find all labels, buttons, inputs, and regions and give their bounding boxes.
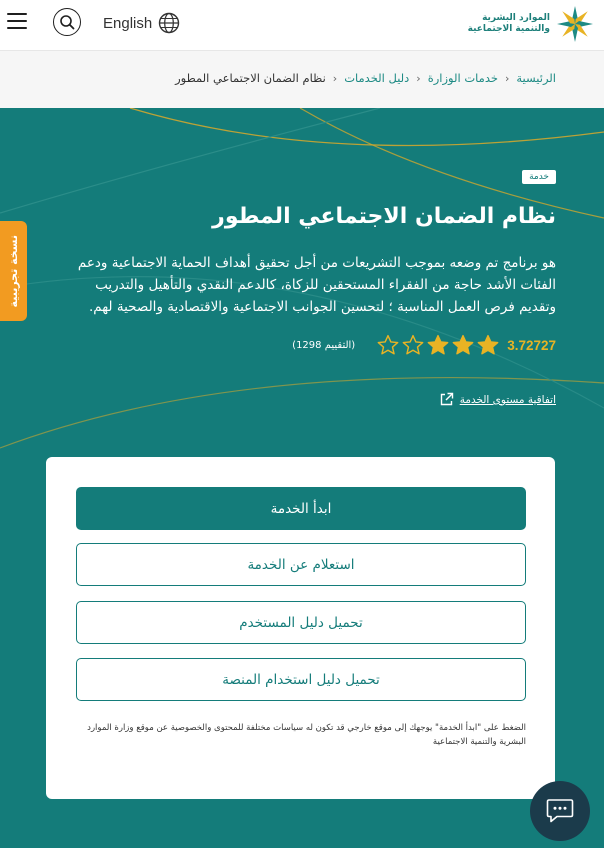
menu-icon[interactable] bbox=[7, 13, 27, 31]
page-title: نظام الضمان الاجتماعي المطور bbox=[212, 204, 556, 229]
chevron-left-icon: ‹ bbox=[332, 71, 338, 85]
breadcrumb bbox=[175, 71, 556, 85]
ministry-logo[interactable] bbox=[468, 4, 594, 44]
star-filled-icon bbox=[477, 334, 499, 356]
chevron-left-icon: ‹ bbox=[504, 71, 510, 85]
breadcrumb-ministry-services[interactable]: خدمات الوزارة bbox=[427, 71, 498, 85]
logo-emblem-icon bbox=[556, 4, 594, 44]
logo-line-1: الموارد البشرية bbox=[482, 13, 550, 23]
star-empty-icon bbox=[402, 334, 424, 356]
logo-line-2: والتنمية الاجتماعية bbox=[467, 24, 550, 34]
language-switch[interactable] bbox=[103, 12, 180, 34]
service-description: هو برنامج تم وضعه بموجب التشريعات من أجل تحقيق أهداف الحماية الاجتماعية ودعم الفئات الأشد حاجة من الفقراء المستحقين للزكاة، كالدعم النقدي والتأهيل والتدريب وتقديم فرص العمل المناسبة ؛ لتحسين الجوانب الاجتماعية والاقتصادية والصحية لهم. bbox=[77, 255, 556, 315]
language-label: English bbox=[103, 14, 153, 32]
download-platform-guide-button[interactable]: تحميل دليل استخدام المنصة bbox=[76, 658, 526, 701]
inquiry-button[interactable]: استعلام عن الخدمة bbox=[76, 543, 526, 586]
external-link-icon bbox=[439, 392, 454, 407]
globe-icon bbox=[158, 12, 180, 34]
sla-link[interactable] bbox=[439, 392, 556, 407]
breadcrumb-current: نظام الضمان الاجتماعي المطور bbox=[175, 71, 326, 85]
logo-text bbox=[468, 13, 550, 35]
breadcrumb-services-guide[interactable]: دليل الخدمات bbox=[344, 71, 410, 85]
external-site-disclaimer: الضغط على "ابدأ الخدمة" يوجهك إلى موقع خارجي قد تكون له سياسات مختلفة للمحتوى والخصوصية عن موقع وزارة الموارد البشرية والتنمية الاجتماعية bbox=[87, 723, 526, 747]
sla-link-label: اتفاقية مستوى الخدمة bbox=[459, 393, 556, 406]
breadcrumb-home[interactable]: الرئيسية bbox=[516, 71, 556, 85]
service-actions-card bbox=[46, 457, 555, 799]
chat-button[interactable] bbox=[530, 781, 590, 841]
chat-icon bbox=[546, 798, 574, 824]
search-icon bbox=[59, 14, 75, 30]
site-header bbox=[0, 0, 604, 51]
start-service-button[interactable]: ابدأ الخدمة bbox=[76, 487, 526, 530]
rating-stars bbox=[377, 334, 499, 356]
beta-version-tab[interactable] bbox=[0, 221, 27, 321]
star-filled-icon bbox=[427, 334, 449, 356]
star-empty-icon bbox=[377, 334, 399, 356]
download-user-guide-button[interactable]: تحميل دليل المستخدم bbox=[76, 601, 526, 644]
rating-value: 3.72727 bbox=[507, 337, 556, 353]
breadcrumb-bar bbox=[0, 51, 604, 108]
rating-count: (التقييم 1298) bbox=[292, 339, 356, 351]
service-type-badge: خدمة bbox=[522, 170, 556, 184]
beta-version-label: نسخة تجريبية bbox=[7, 234, 20, 308]
service-rating bbox=[292, 334, 556, 356]
search-button[interactable] bbox=[53, 8, 81, 36]
chevron-left-icon: ‹ bbox=[416, 71, 421, 85]
star-filled-icon bbox=[452, 334, 474, 356]
